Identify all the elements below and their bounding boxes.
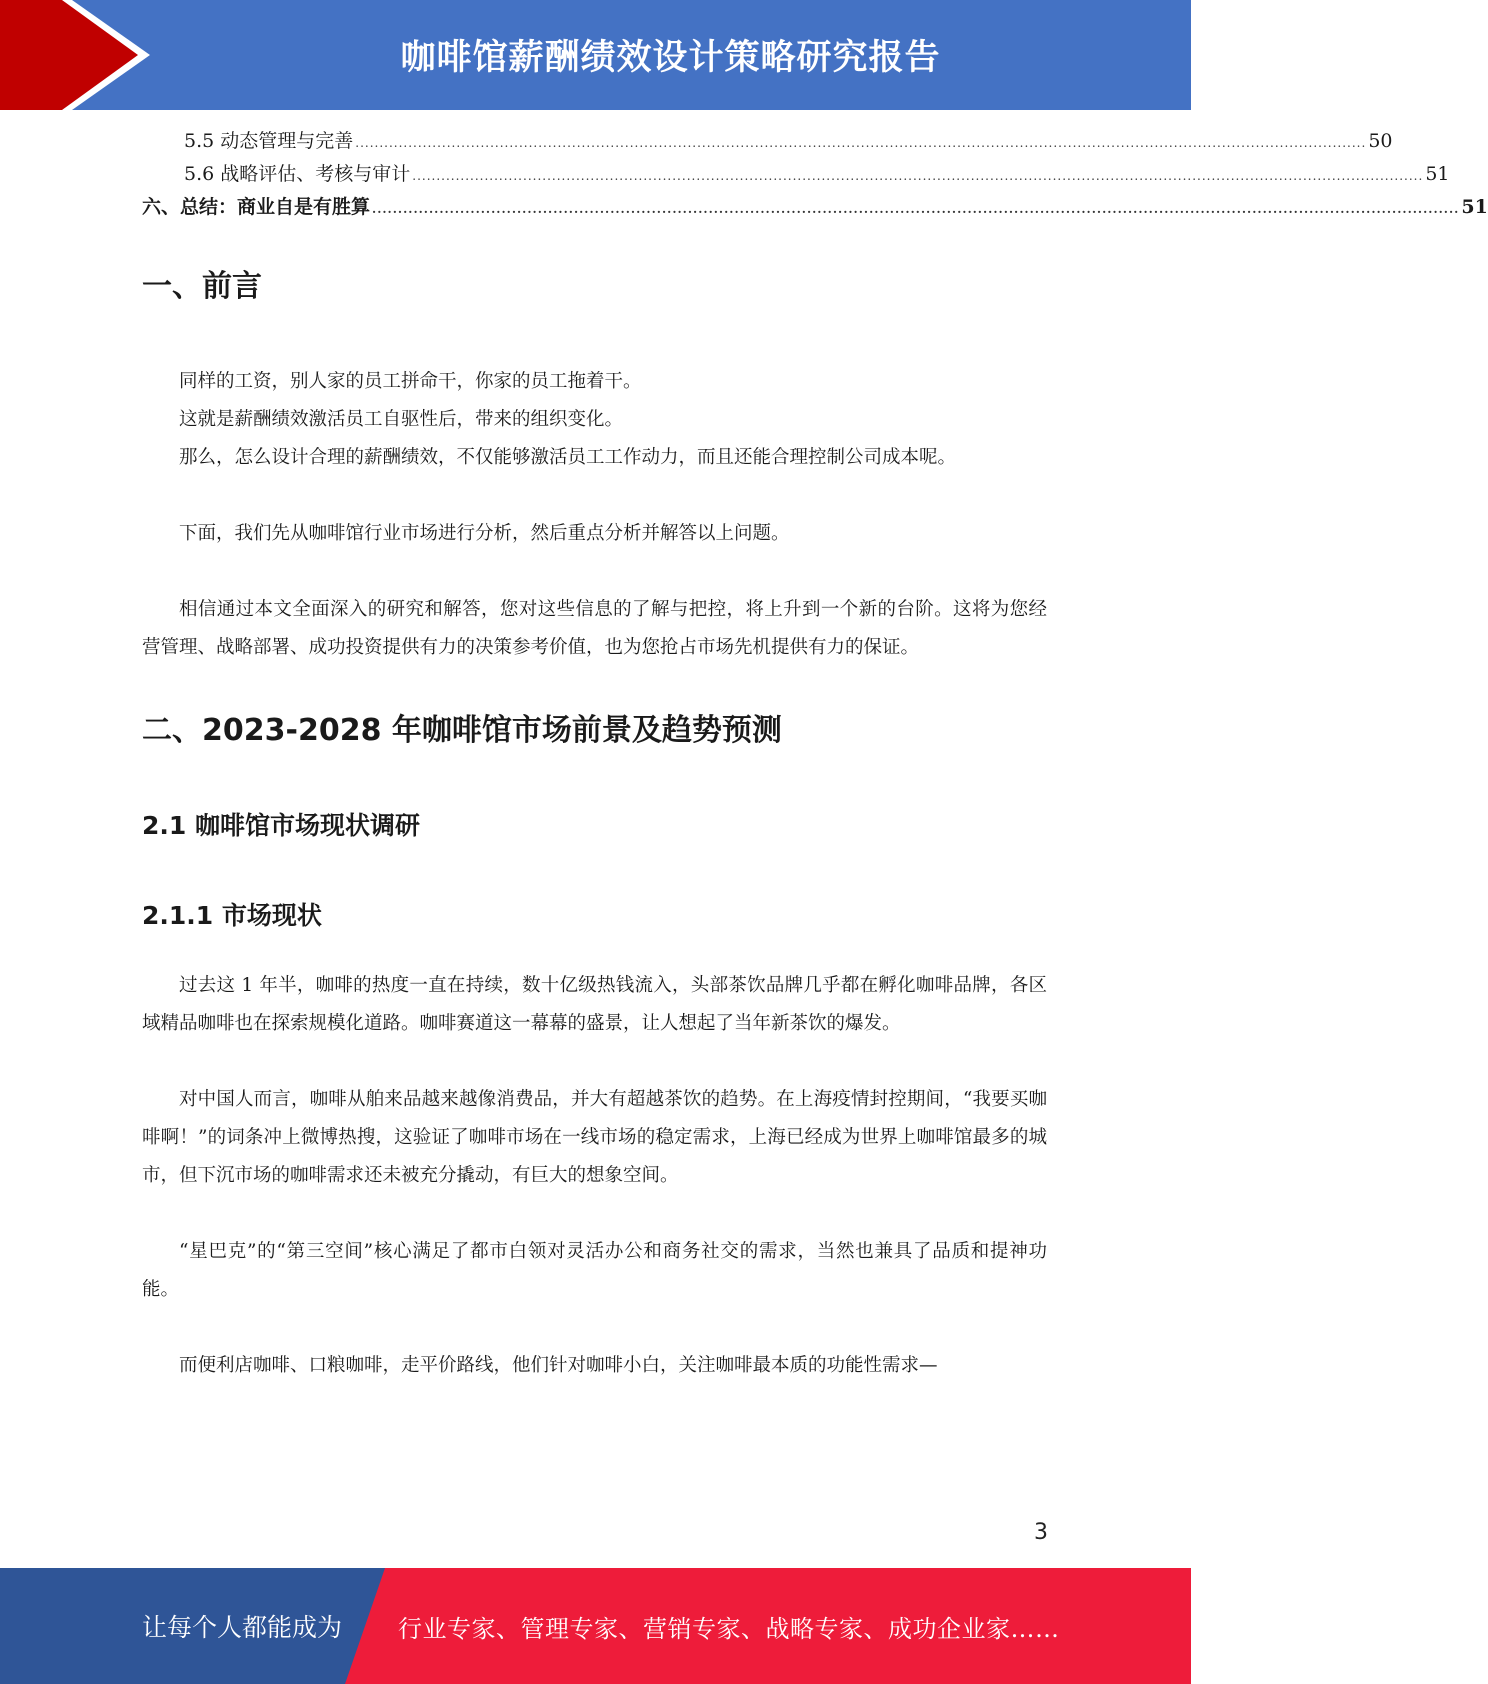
footer-slogan-left: 让每个人都能成为 xyxy=(142,1613,343,1642)
paragraph: 对中国人而言，咖啡从舶来品越来越像消费品，并大有超越茶饮的趋势。在上海疫情封控期间，“我要买咖啡啊！”的词条冲上微博热搜，这验证了咖啡市场在一线市场的稳定需求，上海已经成为世界上咖啡馆最多的城市，但下沉市场的咖啡需求还未被充分撬动，有巨大的想象空间。 xyxy=(142,1089,1047,1186)
toc-entry-title: 六、总结：商业自是有胜算 xyxy=(142,196,371,218)
toc-entry[interactable] xyxy=(142,126,1393,159)
paragraph: 那么，怎么设计合理的薪酬绩效，不仅能够激活员工工作动力，而且还能合理控制公司成本呢。 xyxy=(179,447,957,468)
page-number: 3 xyxy=(1034,1520,1048,1545)
paragraph: 同样的工资，别人家的员工拼命干，你家的员工拖着干。 xyxy=(179,371,642,392)
footer-banner xyxy=(0,1568,1191,1684)
paragraph: 相信通过本文全面深入的研究和解答，您对这些信息的了解与把控，将上升到一个新的台阶。这将为您经营管理、战略部署、成功投资提供有力的决策参考价值，也为您抢占市场先机提供有力的保证。 xyxy=(142,599,1047,658)
subsubsection-heading: 2.1.1 市场现状 xyxy=(142,901,322,930)
toc-leader-dots: .................................................................................................................................................................................................................. xyxy=(355,136,1367,150)
toc-entry-page: 51 xyxy=(1461,196,1488,218)
page-content xyxy=(142,126,1488,1385)
table-of-contents xyxy=(142,126,1488,225)
paragraph: 下面，我们先从咖啡馆行业市场进行分析，然后重点分析并解答以上问题。 xyxy=(179,523,790,544)
section-heading-market: 二、2023-2028 年咖啡馆市场前景及趋势预测 xyxy=(142,713,782,748)
paragraph: 过去这 1 年半，咖啡的热度一直在持续，数十亿级热钱流入，头部茶饮品牌几乎都在孵化咖啡品牌，各区域精品咖啡也在探索规模化道路。咖啡赛道这一幕幕的盛景，让人想起了当年新茶饮的爆发。 xyxy=(142,975,1047,1034)
toc-leader-dots: .................................................................................................................................................................................................................. xyxy=(372,202,1460,216)
toc-leader-dots: .................................................................................................................................................................................................................. xyxy=(412,169,1424,183)
paragraph: “星巴克”的“第三空间”核心满足了都市白领对灵活办公和商务社交的需求，当然也兼具了品质和提神功能。 xyxy=(142,1241,1047,1300)
header-arrow-icon xyxy=(0,0,160,110)
paragraph: 而便利店咖啡、口粮咖啡，走平价路线，他们针对咖啡小白，关注咖啡最本质的功能性需求— xyxy=(179,1355,938,1376)
toc-entry-page: 50 xyxy=(1368,130,1393,152)
header-banner xyxy=(0,0,1191,110)
subsection-heading: 2.1 咖啡馆市场现状调研 xyxy=(142,811,420,840)
document-title: 咖啡馆薪酬绩效设计策略研究报告 xyxy=(400,38,941,78)
toc-entry-title: 5.6 战略评估、考核与审计 xyxy=(184,163,411,185)
toc-entry-page: 51 xyxy=(1425,163,1450,185)
paragraph: 这就是薪酬绩效激活员工自驱性后，带来的组织变化。 xyxy=(179,409,624,430)
toc-entry[interactable] xyxy=(142,192,1488,225)
section-heading-preface: 一、前言 xyxy=(142,269,262,304)
toc-entry-title: 5.5 动态管理与完善 xyxy=(184,130,354,152)
footer-slogan-right: 行业专家、管理专家、营销专家、战略专家、成功企业家…… xyxy=(398,1614,1060,1643)
toc-entry[interactable] xyxy=(142,159,1450,192)
